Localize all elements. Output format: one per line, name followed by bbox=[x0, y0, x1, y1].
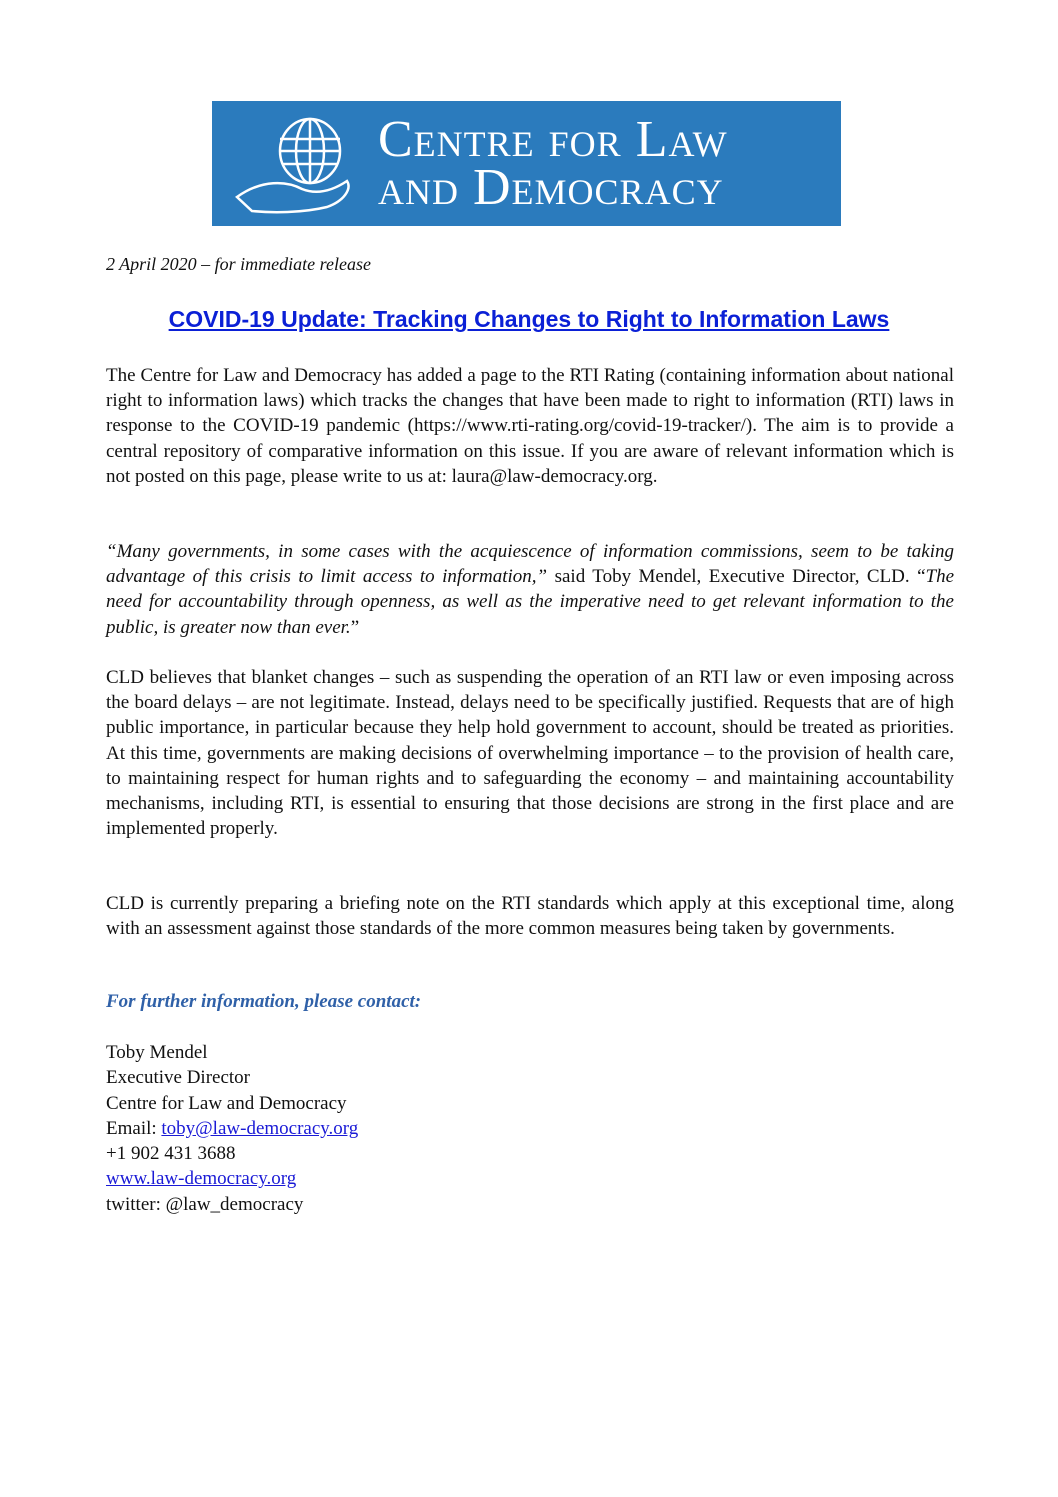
contact-email-line bbox=[106, 1116, 358, 1141]
paragraph-quote bbox=[106, 539, 954, 640]
globe-in-hand-icon bbox=[232, 109, 372, 219]
paragraph-position: CLD believes that blanket changes – such as suspending the operation of an RTI law or even imposing across the board delays – are not legitimate. Instead, delays need to be specifically justified. Requests that are of high public importance, in particular because they help hold government to account, should be treated as priorities. At this time, governments are making decisions of overwhelming importance – to the provision of health care, to maintaining respect for human rights and to safeguarding the economy – and maintaining accountability mechanisms, including RTI, is essential to ensuring that those decisions are strong in the first place and are implemented properly. bbox=[106, 667, 954, 840]
contact-block bbox=[106, 1040, 358, 1217]
quote-close: ” bbox=[350, 616, 360, 638]
email-link[interactable]: toby@law-democracy.org bbox=[161, 1117, 359, 1139]
page-title[interactable]: COVID-19 Update: Tracking Changes to Right to Information Laws bbox=[168, 306, 890, 332]
paragraph-briefing: CLD is currently preparing a briefing note on the RTI standards which apply at this exceptional time, along with an assessment against those standards of the more common measures being taken by governments. bbox=[106, 893, 954, 940]
contact-role: Executive Director bbox=[106, 1067, 251, 1089]
email-label: Email: bbox=[106, 1117, 162, 1139]
paragraph-intro: The Centre for Law and Democracy has added a page to the RTI Rating (containing information about national right to information laws) which tracks the changes that have been made to right to information (RTI) laws in response to the COVID-19 pandemic (https://www.rti-rating.org/covid-19-tracker/). The aim is to provide a central repository of comparative information on this issue. If you are aware of relevant information which is not posted on this page, please write to us at: laura@law-democracy.org. bbox=[106, 365, 954, 487]
contact-twitter: twitter: @law_democracy bbox=[106, 1193, 304, 1215]
quote-part-2: The need for accountability through openness, as well as the imperative need to get relevant information to the public, is greater now than ever. bbox=[106, 566, 955, 638]
logo-line-2: and Democracy bbox=[378, 158, 724, 216]
contact-phone: +1 902 431 3688 bbox=[106, 1143, 236, 1165]
quote-attribution: said Toby Mendel, Executive Director, CLD. “ bbox=[547, 566, 926, 588]
quote-part-1: “Many governments, in some cases with the acquiescence of information commissions, seem to be taking advantage of this crisis to limit access to information,” bbox=[106, 541, 954, 588]
dateline: 2 April 2020 – for immediate release bbox=[106, 254, 371, 274]
logo-wordmark bbox=[378, 110, 728, 216]
website-link[interactable]: www.law-democracy.org bbox=[106, 1168, 297, 1190]
contact-heading: For further information, please contact: bbox=[106, 991, 422, 1012]
contact-org: Centre for Law and Democracy bbox=[106, 1092, 347, 1114]
contact-name: Toby Mendel bbox=[106, 1042, 208, 1063]
logo-line-1: Centre for Law bbox=[378, 110, 728, 168]
organization-logo bbox=[212, 101, 841, 226]
